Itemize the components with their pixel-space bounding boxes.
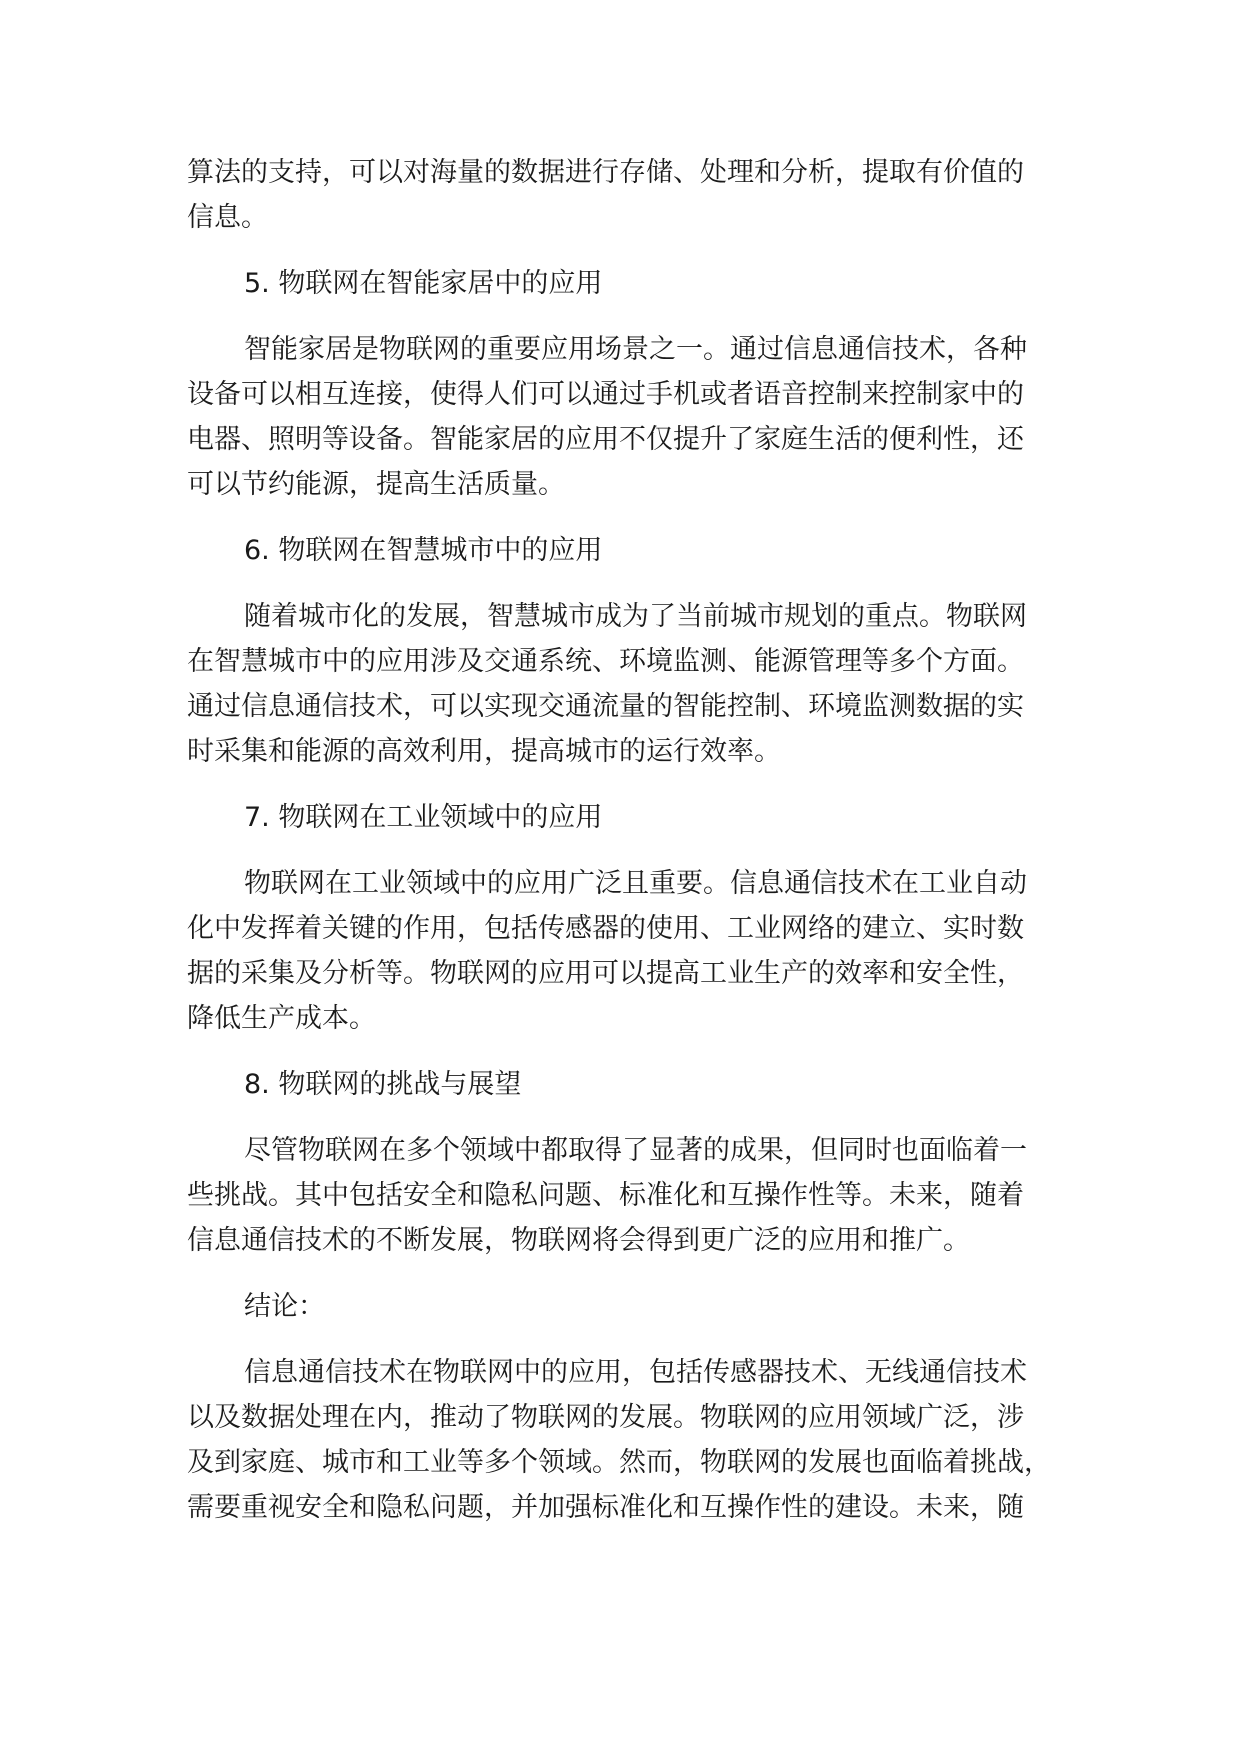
text-line: 信息。 xyxy=(187,202,268,233)
heading-text: 5. 物联网在智能家居中的应用 xyxy=(244,268,603,299)
heading-text: 6. 物联网在智慧城市中的应用 xyxy=(244,535,603,566)
text-line: 可以节约能源，提高生活质量。 xyxy=(187,469,565,500)
text-line: 及到家庭、城市和工业等多个领域。然而，物联网的发展也面临着挑战， xyxy=(187,1447,1051,1478)
text-line: 随着城市化的发展，智慧城市成为了当前城市规划的重点。物联网 xyxy=(244,601,1027,632)
text-line: 算法的支持，可以对海量的数据进行存储、处理和分析，提取有价值的 xyxy=(187,157,1024,188)
text-line: 据的采集及分析等。物联网的应用可以提高工业生产的效率和安全性， xyxy=(187,958,1024,989)
heading-text: 8. 物联网的挑战与展望 xyxy=(244,1069,522,1100)
text-line: 需要重视安全和隐私问题，并加强标准化和互操作性的建设。未来，随 xyxy=(187,1492,1024,1523)
paragraph-industry xyxy=(187,861,1067,1041)
heading-text: 7. 物联网在工业领域中的应用 xyxy=(244,802,603,833)
paragraph-conclusion xyxy=(187,1350,1067,1530)
text-line: 信息通信技术的不断发展，物联网将会得到更广泛的应用和推广。 xyxy=(187,1225,970,1256)
paragraph-smart-home xyxy=(187,327,1067,507)
section-heading-5 xyxy=(187,261,1067,306)
section-heading-7 xyxy=(187,795,1067,840)
text-line: 化中发挥着关键的作用，包括传感器的使用、工业网络的建立、实时数 xyxy=(187,913,1024,944)
text-line: 尽管物联网在多个领域中都取得了显著的成果，但同时也面临着一 xyxy=(244,1135,1027,1166)
text-line: 电器、照明等设备。智能家居的应用不仅提升了家庭生活的便利性，还 xyxy=(187,424,1024,455)
text-line: 物联网在工业领域中的应用广泛且重要。信息通信技术在工业自动 xyxy=(244,868,1027,899)
text-line: 些挑战。其中包括安全和隐私问题、标准化和互操作性等。未来，随着 xyxy=(187,1180,1024,1211)
section-heading-6 xyxy=(187,528,1067,573)
text-line: 设备可以相互连接，使得人们可以通过手机或者语音控制来控制家中的 xyxy=(187,379,1024,410)
document-page xyxy=(187,150,1067,1551)
conclusion-heading xyxy=(187,1284,1067,1329)
paragraph-challenges xyxy=(187,1128,1067,1263)
text-line: 以及数据处理在内，推动了物联网的发展。物联网的应用领域广泛，涉 xyxy=(187,1402,1024,1433)
section-heading-8 xyxy=(187,1062,1067,1107)
text-line: 时采集和能源的高效利用，提高城市的运行效率。 xyxy=(187,736,781,767)
text-line: 智能家居是物联网的重要应用场景之一。通过信息通信技术，各种 xyxy=(244,334,1027,365)
paragraph-smart-city xyxy=(187,594,1067,774)
heading-text: 结论： xyxy=(244,1291,325,1322)
text-line: 降低生产成本。 xyxy=(187,1003,376,1034)
text-line: 信息通信技术在物联网中的应用，包括传感器技术、无线通信技术 xyxy=(244,1357,1027,1388)
paragraph-continued xyxy=(187,150,1067,240)
text-line: 通过信息通信技术，可以实现交通流量的智能控制、环境监测数据的实 xyxy=(187,691,1024,722)
text-line: 在智慧城市中的应用涉及交通系统、环境监测、能源管理等多个方面。 xyxy=(187,646,1024,677)
